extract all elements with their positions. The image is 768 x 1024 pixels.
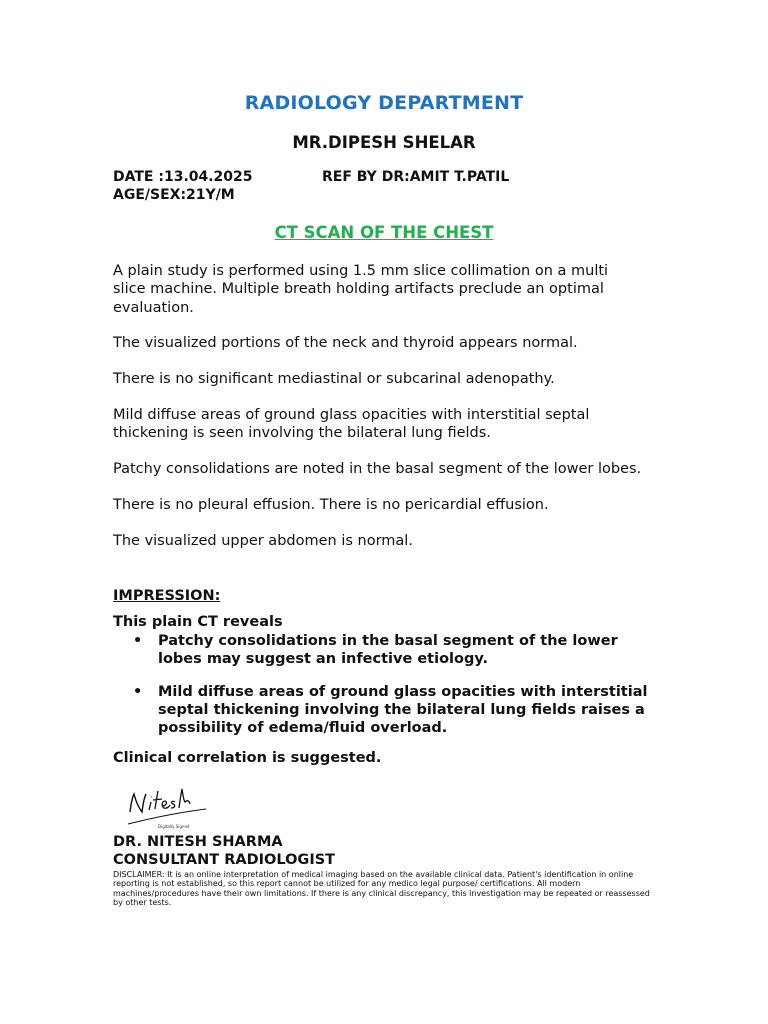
disclaimer-text: DISCLAIMER: It is an online interpretation of medical imaging based on the available clinical data. Patient's identification in online reporting is not established, so this report cannot be utilized for any medico legal purpose/ certifications. All modern machines/procedures have their own limitations. If there is any clinical discrepancy, this investigation may be repeated or reassessed by other tests. [113, 870, 650, 908]
paragraph-abdomen: The visualized upper abdomen is normal. [113, 532, 413, 549]
signature-caption: Digitally Signed [158, 824, 190, 829]
bullet-icon: • [133, 633, 143, 649]
report-meta [113, 168, 510, 204]
impression-list [113, 632, 653, 751]
clinical-correlation: Clinical correlation is suggested. [113, 750, 382, 766]
patient-name: MR.DIPESH SHELAR [292, 133, 476, 152]
doctor-title: CONSULTANT RADIOLOGIST [113, 852, 336, 868]
paragraph-neck: The visualized portions of the neck and thyroid appears normal. [113, 335, 578, 352]
department-title: RADIOLOGY DEPARTMENT [244, 92, 524, 114]
impression-item [113, 683, 653, 738]
bullet-icon: • [133, 683, 143, 700]
paragraph-effusion: There is no pleural effusion. There is no pericardial effusion. [113, 496, 549, 513]
impression-item-text: Mild diffuse areas of ground glass opacities with interstitial septal thickening involving the bilateral lung fields raises a possibility of edema/fluid overload. [158, 683, 648, 737]
signature-image [122, 782, 212, 832]
study-title: CT SCAN OF THE CHEST [274, 223, 494, 242]
findings-body [113, 262, 643, 567]
referring-doctor: REF BY DR:AMIT T.PATIL [322, 169, 510, 185]
impression-intro: This plain CT reveals [113, 614, 283, 630]
doctor-block [113, 833, 335, 869]
doctor-name: DR. NITESH SHARMA [113, 834, 283, 850]
paragraph-technique: A plain study is performed using 1.5 mm slice collimation on a multi slice machine. Multiple breath holding artifacts preclude an optimal evaluation. [113, 263, 609, 316]
paragraph-ggo: Mild diffuse areas of ground glass opacities with interstitial septal thickening is seen involving the bilateral lung fields. [113, 406, 590, 442]
paragraph-mediastinum: There is no significant mediastinal or subcarinal adenopathy. [113, 371, 555, 388]
impression-item-text: Patchy consolidations in the basal segment of the lower lobes may suggest an infective etiology. [158, 633, 618, 668]
impression-heading: IMPRESSION: [113, 588, 221, 604]
report-date: DATE :13.04.2025 [113, 169, 253, 185]
paragraph-consolidation: Patchy consolidations are noted in the basal segment of the lower lobes. [113, 461, 642, 478]
impression-item [113, 632, 653, 669]
age-sex: AGE/SEX:21Y/M [113, 187, 235, 203]
